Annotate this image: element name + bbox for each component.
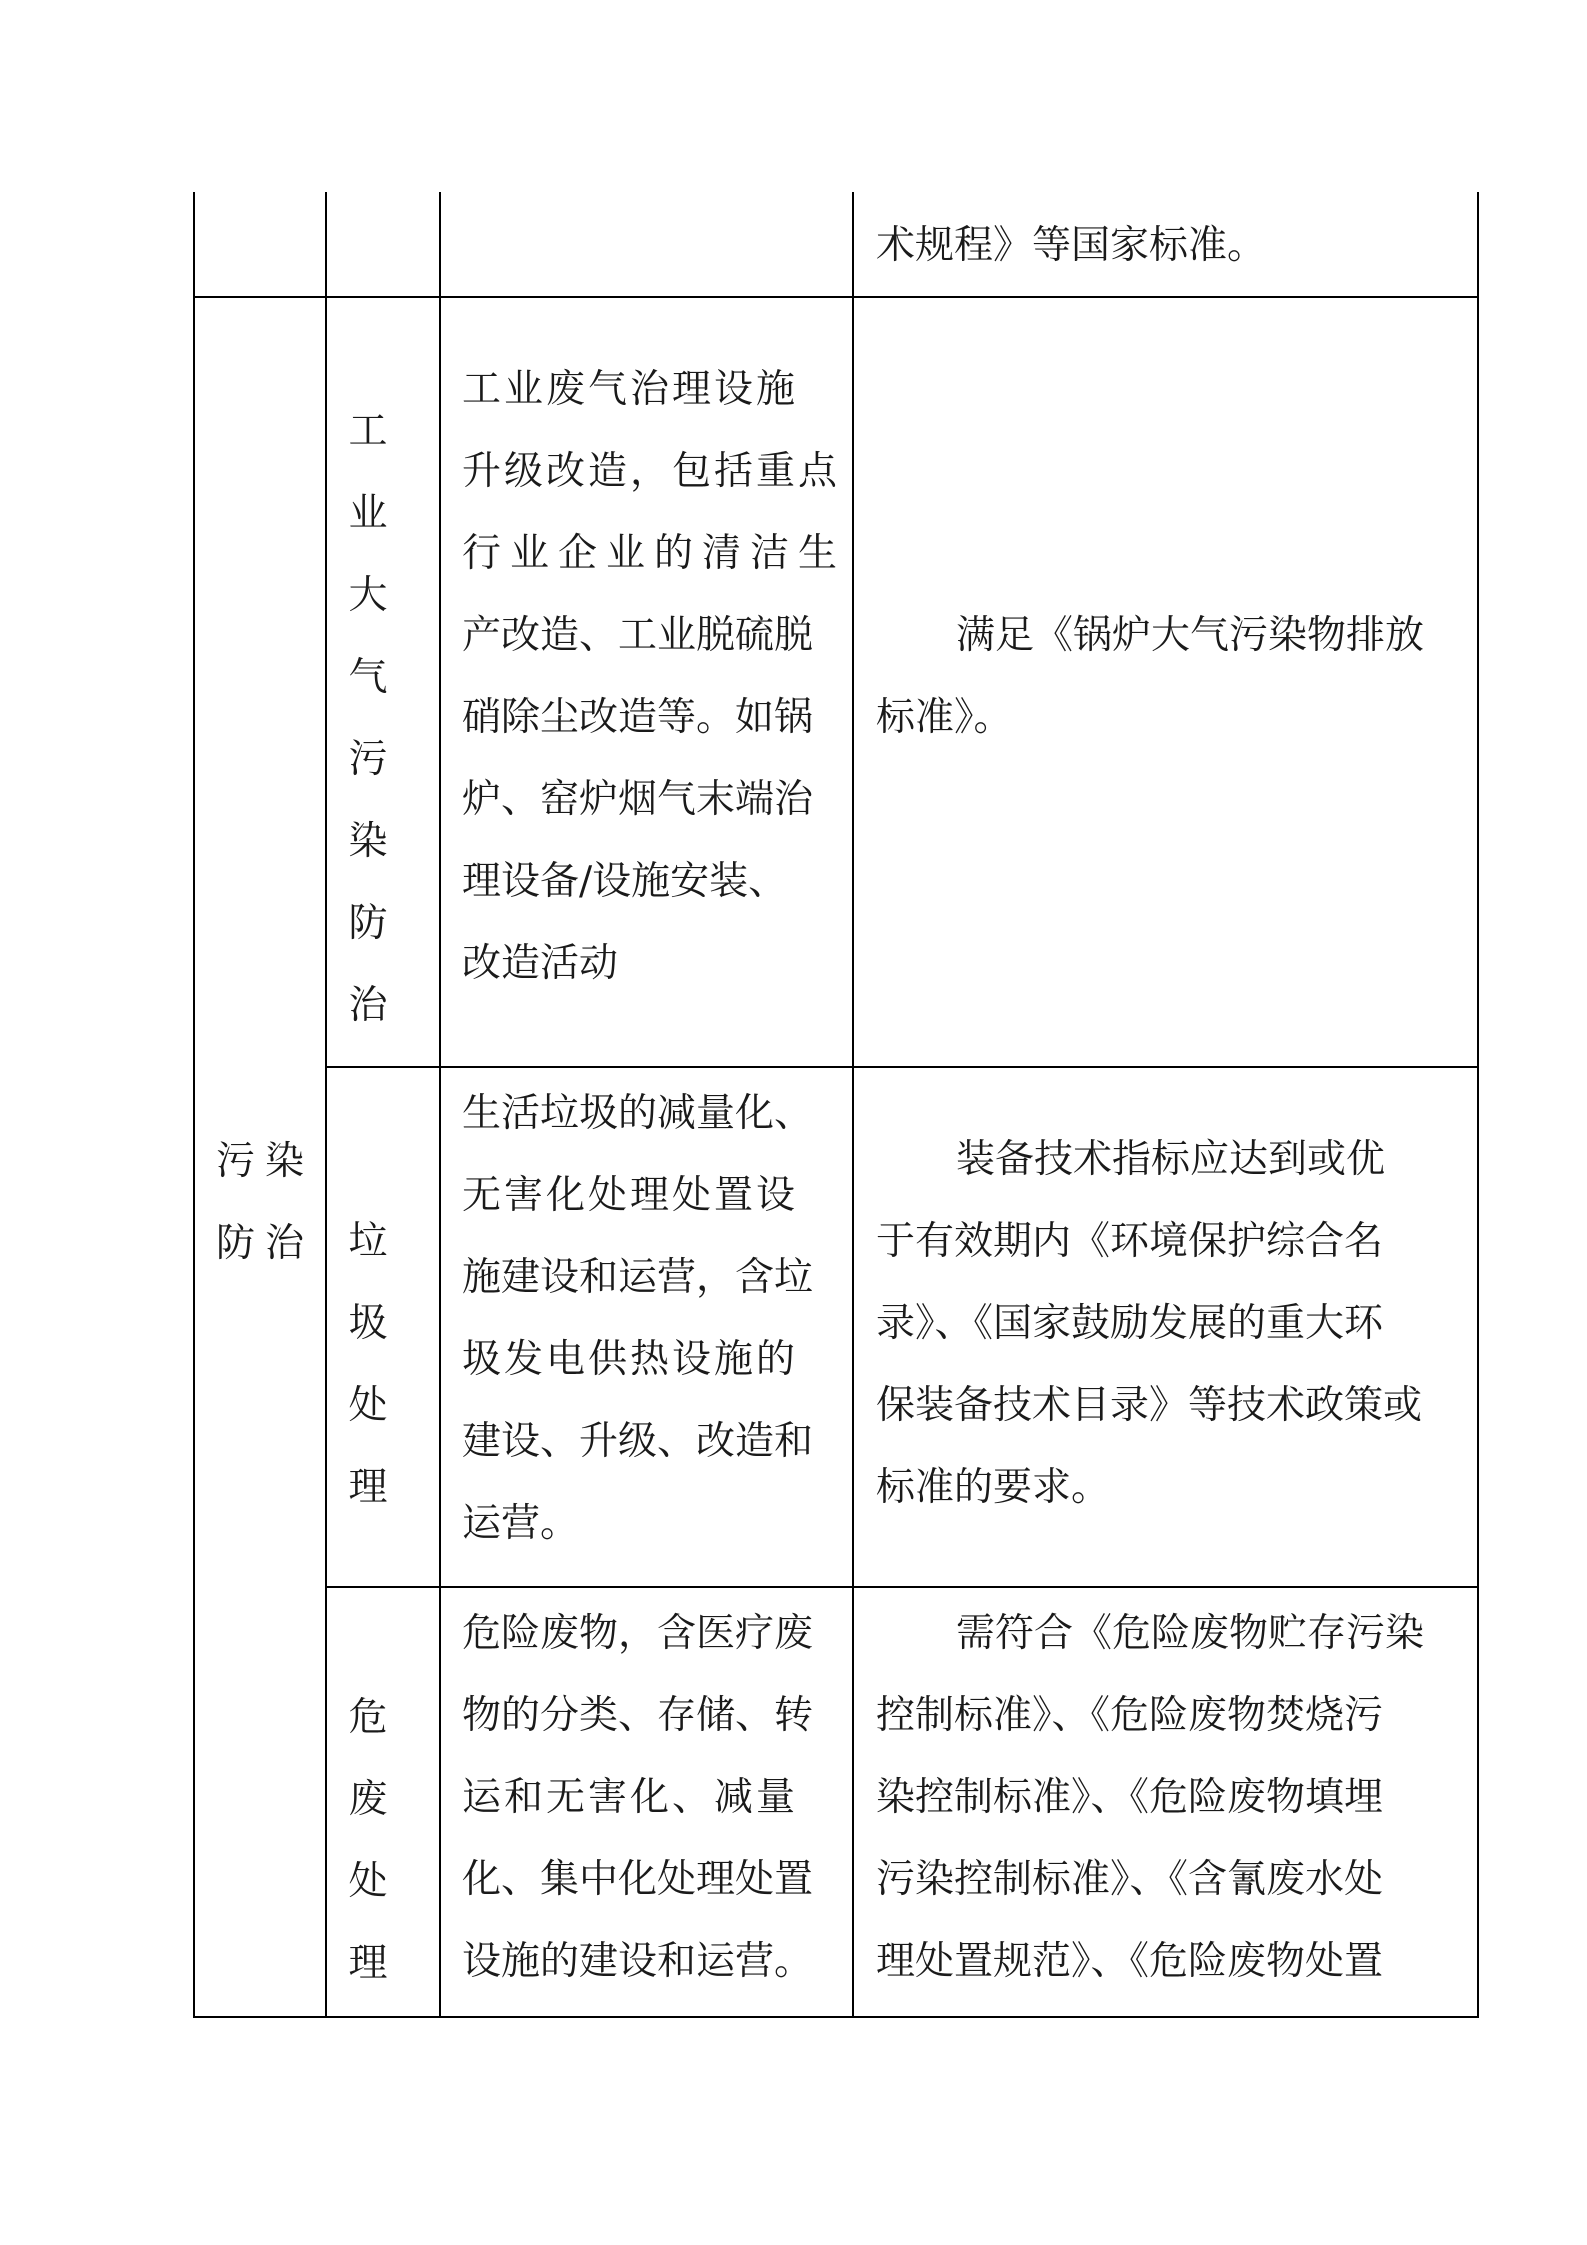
content-line: 无害化处理处置设 [462,1173,799,1218]
content-line: 施建设和运营，含垃 [462,1255,814,1300]
content-line: 化、集中化处理处置 [462,1857,814,1902]
requirement-line: 满足《锅炉大气污染物排放 [956,613,1425,658]
content-line: 圾发电供热设施的 [462,1337,799,1382]
content-line: 生活垃圾的减量化、 [462,1091,814,1136]
requirement-line: 标准的要求。 [876,1465,1111,1510]
content-line: 运和无害化、减量 [462,1775,799,1820]
category-label-line-2: 防治 [216,1221,315,1266]
content-line: 建设、升级、改造和 [462,1419,814,1464]
content-line: 产改造、工业脱硫脱 [462,613,814,658]
requirement-line: 标准》。 [876,695,1013,740]
row-line-4 [193,2016,1479,2018]
requirement-line: 保装备技术目录》等技术政策或 [876,1383,1423,1428]
content-line: 物的分类、存储、转 [462,1693,814,1738]
requirement-line: 理处置规范》、《危险废物处置 [876,1939,1384,1984]
content-line: 运营。 [462,1501,580,1546]
requirement-line: 控制标准》、《危险废物焚烧污 [876,1693,1384,1738]
row-line-3 [325,1586,1479,1588]
row-line-2 [325,1066,1479,1068]
requirement-line: 需符合《危险废物贮存污染 [956,1611,1425,1656]
requirement-line: 装备技术指标应达到或优 [956,1137,1386,1182]
content-line: 升级改造，包括重点 [462,449,841,494]
col-line-1 [193,192,195,2017]
content-line: 改造活动 [462,941,619,986]
content-line: 设施的建设和运营。 [462,1939,814,1984]
category-label-line-1: 污染 [216,1139,315,1184]
top-row-requirement-line: 术规程》等国家标准。 [876,223,1267,268]
content-line: 硝除尘改造等。如锅 [462,695,814,740]
document-page: 术规程》等国家标准。 污染 防治 工 业 大 气 污 染 防 治 工业废气治理设施 升级改造，包括重点 行业企业的清洁生 产改造、工业脱硫脱 硝除尘改造等。如锅 炉、窑炉烟气末端治 理设备/设施安装、 改造活动 满足《锅炉大气污染物排放 标准》。 垃 圾 处 理 生活垃圾的减量化、 无害化处理处置设 施建设和运营，含垃 圾发电供热设施的 建设、升级、改造和 运营。 装备技术指标应达到或优 于有效期内《环境保护综合名 录》、《国家鼓励发展的重大环 保装备技术目录》等技术政策或 标准的要求。 危 废 处 理 危险废物，含医疗废 物的分类、存储、转 运和无害化、减量 化、集中化处理处置 设施的建设和运营。 需符合《危险废物贮存污染 控制标准》、《危险废物焚烧污 染控制标准》、《危险废物填埋 污染控制标准》、《含氰废水处 理处置规范》、《危险废物处置 [0,0,1587,2245]
requirement-line: 录》、《国家鼓励发展的重大环 [876,1301,1384,1346]
row-line-1 [193,296,1479,298]
col-line-3 [439,192,441,2017]
requirement-line: 染控制标准》、《危险废物填埋 [876,1775,1384,1820]
content-line: 理设备/设施安装、 [462,859,788,904]
content-line: 危险废物，含医疗废 [462,1611,814,1656]
content-line: 行业企业的清洁生 [462,531,847,576]
content-line: 工业废气治理设施 [462,367,799,412]
col-line-5 [1477,192,1479,2017]
col-line-2 [325,192,327,2017]
content-line: 炉、窑炉烟气末端治 [462,777,814,822]
col-line-4 [852,192,854,2017]
requirement-line: 于有效期内《环境保护综合名 [876,1219,1384,1264]
requirement-line: 污染控制标准》、《含氰废水处 [876,1857,1384,1902]
